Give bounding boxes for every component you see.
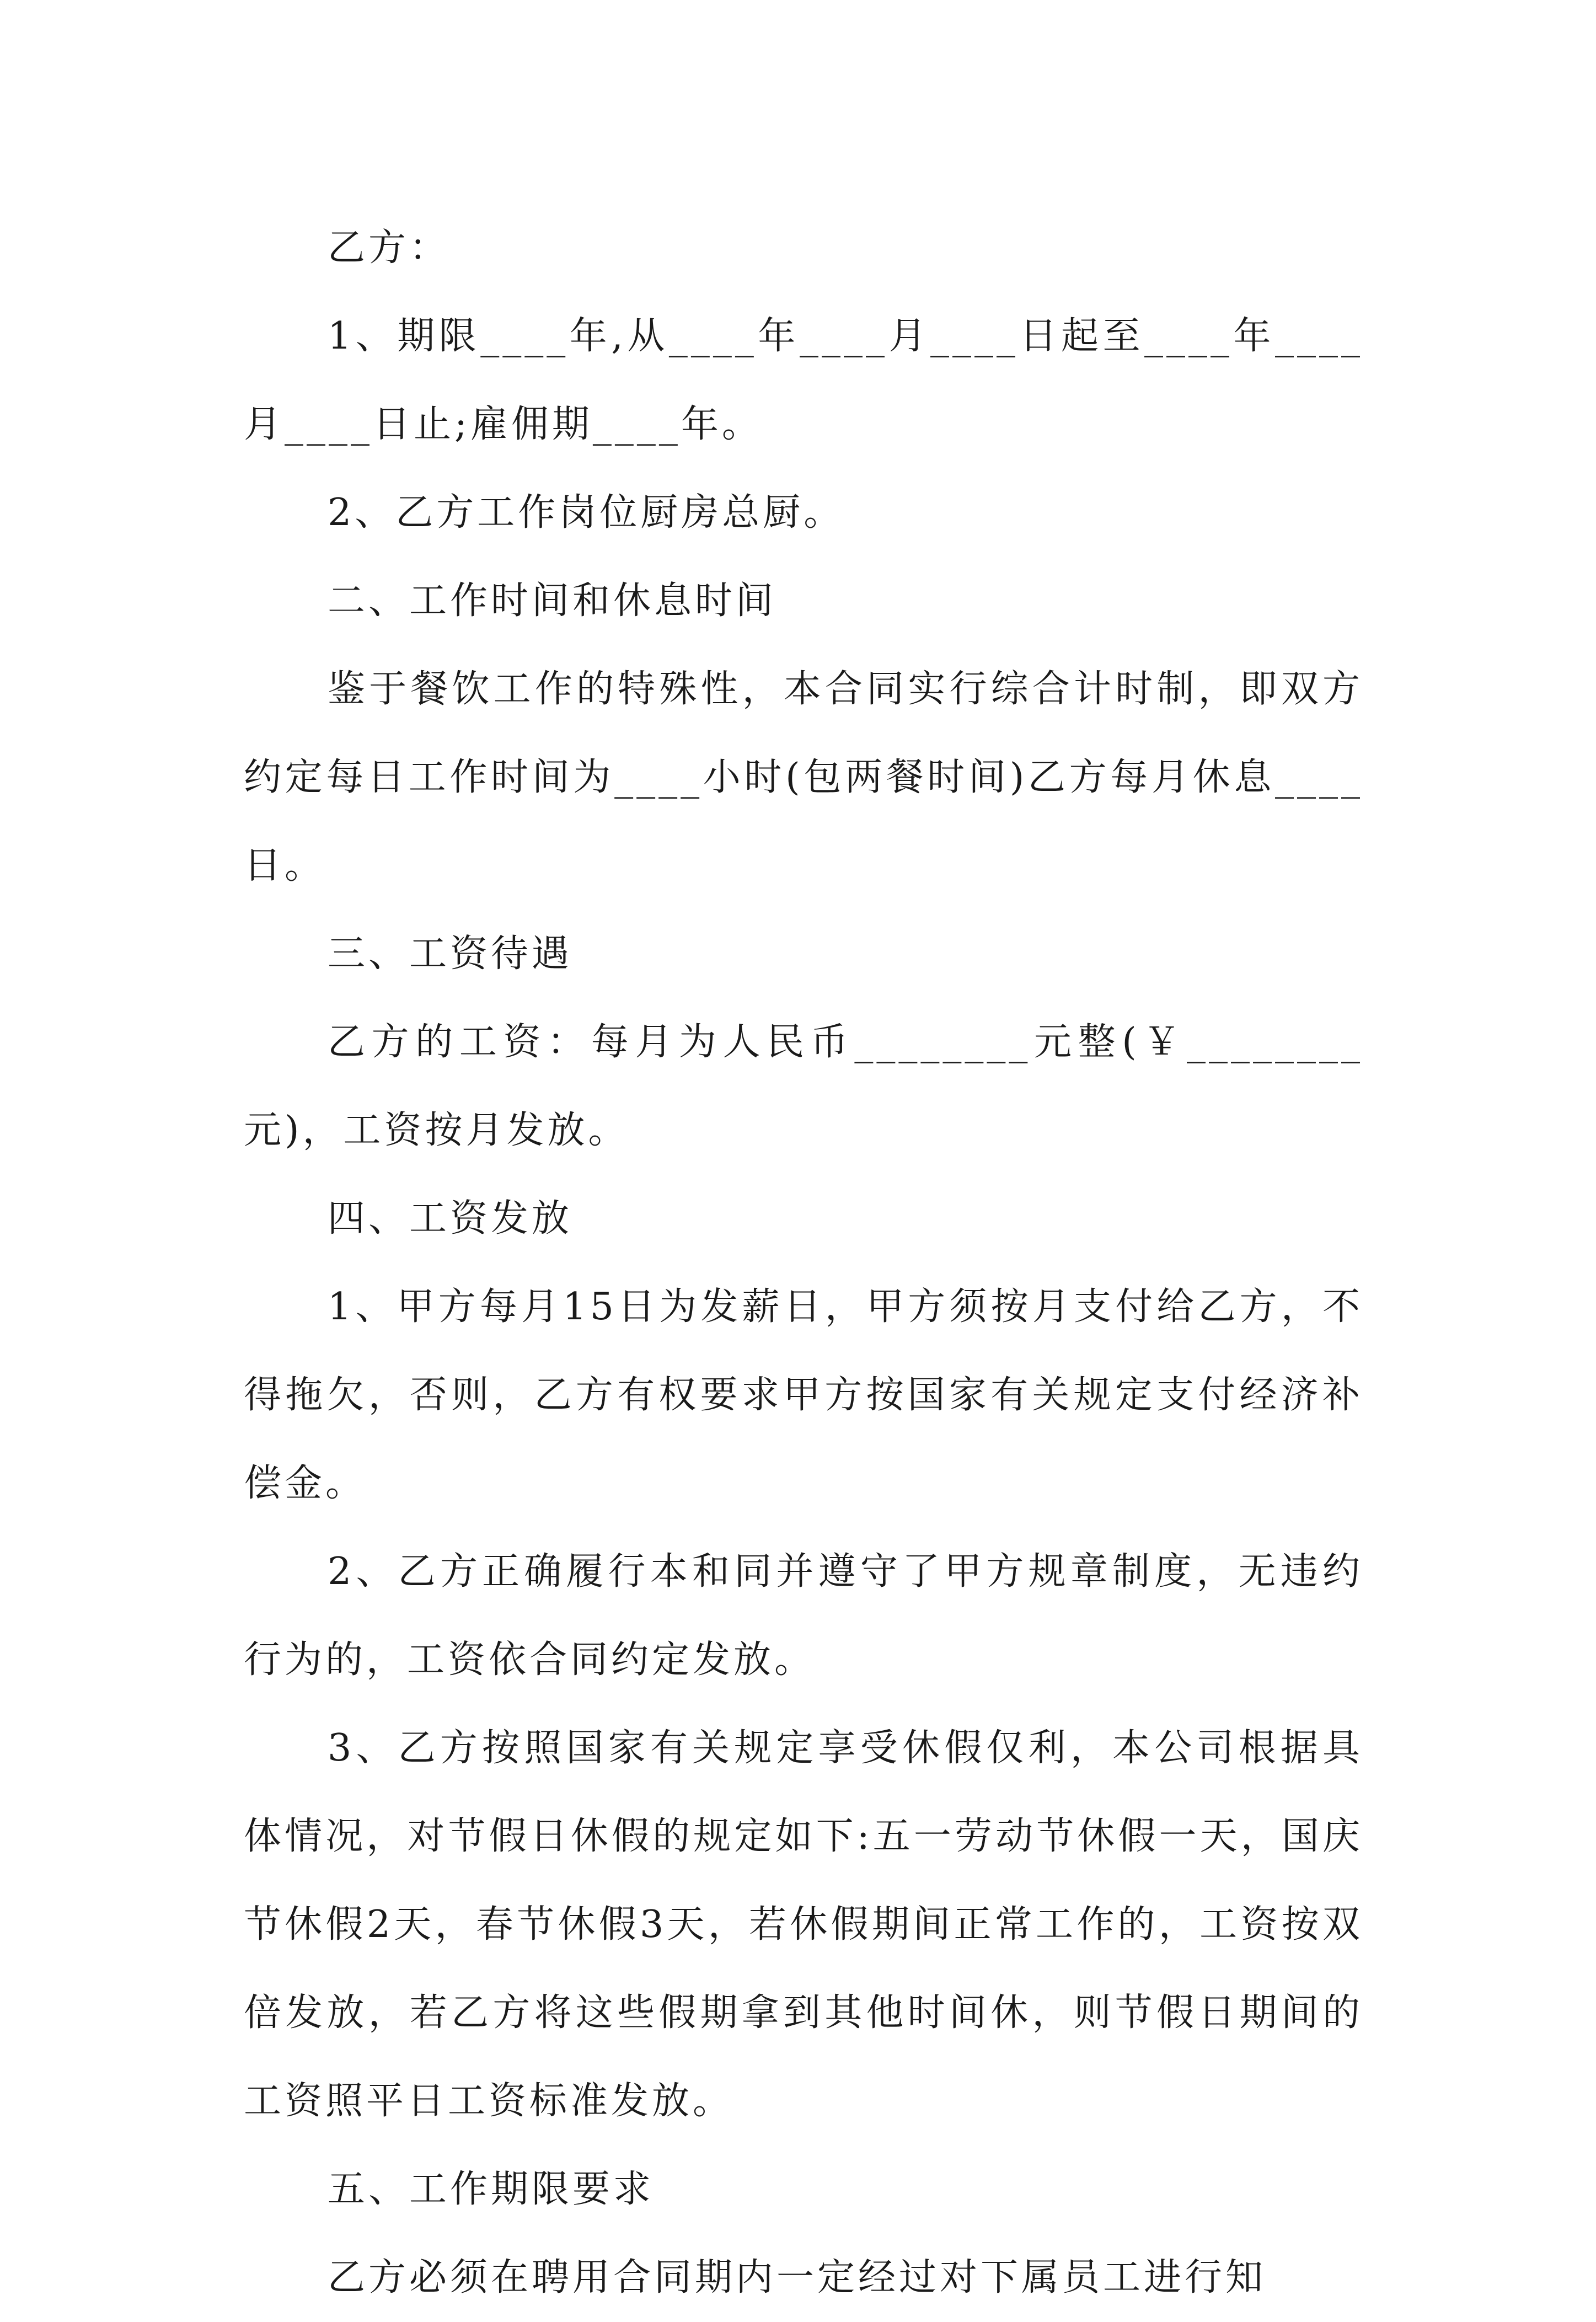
party-b-line: 乙方： <box>328 226 451 270</box>
payment-clause-2: 2、乙方正确履行本和同并遵守了甲方规章制度，无违约行为的，工资依合同约定发放。 <box>244 1550 1363 1682</box>
salary-paragraph: 乙方的工资：每月为人民币________元整(￥________元)，工资按月发放。 <box>244 1020 1363 1152</box>
contract-text-block <box>244 204 1363 2322</box>
work-term-paragraph: 乙方必须在聘用合同期内一定经过对下属员工进行知 <box>328 2256 1267 2299</box>
payment-clause-1: 1、甲方每月15日为发薪日，甲方须按月支付给乙方，不得拖欠，否则，乙方有权要求甲方按国家有关规定支付经济补偿金。 <box>244 1285 1363 1505</box>
position-clause: 2、乙方工作岗位厨房总厨。 <box>328 491 845 534</box>
section-heading-salary: 三、工资待遇 <box>328 932 573 976</box>
term-clause: 1、期限____年,从____年____月____日起至____年____月____日止;雇佣期____年。 <box>244 314 1363 446</box>
payment-clause-3: 3、乙方按照国家有关规定享受休假仅利，本公司根据具体情况，对节假日休假的规定如下:五一劳动节休假一天，国庆节休假2天，春节休假3天，若休假期间正常工作的，工资按双倍发放，若乙方将这些假期拿到其他时间休，则节假日期间的工资照平日工资标准发放。 <box>244 1726 1363 2123</box>
section-heading-payment: 四、工资发放 <box>328 1197 573 1240</box>
working-hours-paragraph: 鉴于餐饮工作的特殊性，本合同实行综合计时制，即双方约定每日工作时间为____小时(包两餐时间)乙方每月休息____日。 <box>244 667 1363 887</box>
section-heading-working-hours: 二、工作时间和休息时间 <box>328 579 777 623</box>
section-heading-work-term: 五、工作期限要求 <box>328 2168 655 2211</box>
